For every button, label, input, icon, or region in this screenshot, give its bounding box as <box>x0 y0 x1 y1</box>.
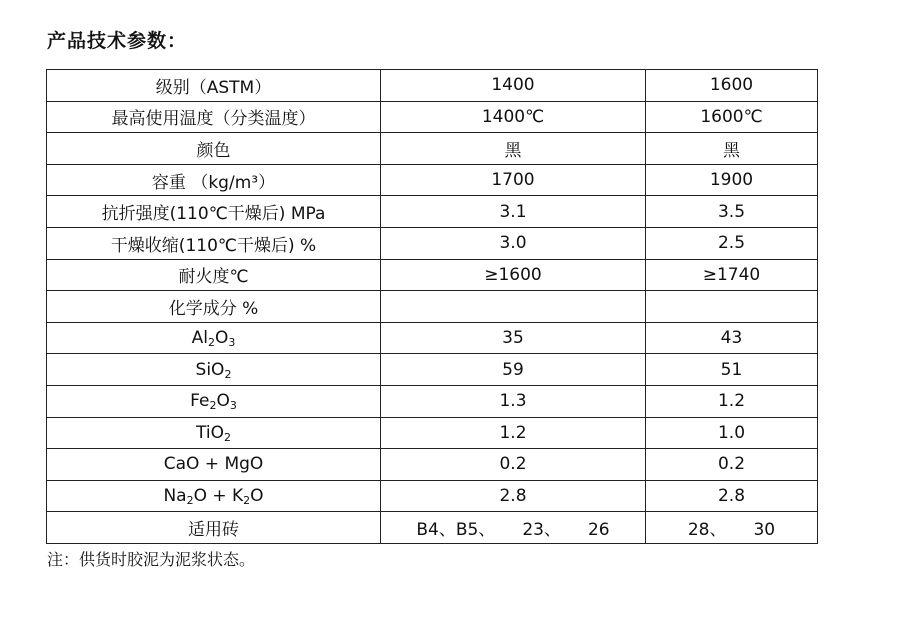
table-row <box>47 385 818 417</box>
row-label: 容重 （kg/m³） <box>47 164 381 196</box>
row-value-1600: 28、 30 <box>646 512 818 544</box>
table-header-row <box>47 70 818 102</box>
formula-subscript: 2 <box>243 494 251 508</box>
chem-label-al2o3 <box>47 322 381 354</box>
spec-table <box>46 69 818 544</box>
table-row <box>47 291 818 323</box>
row-value-1400: 1.3 <box>381 385 646 417</box>
row-value-1600: 1.2 <box>646 385 818 417</box>
table-row <box>47 101 818 133</box>
table-row <box>47 227 818 259</box>
row-value-1400: 黑 <box>381 133 646 165</box>
row-value-1400: 1700 <box>381 164 646 196</box>
formula-subscript: 2 <box>223 430 231 444</box>
row-value-1600: 黑 <box>646 133 818 165</box>
footnote: 注：供货时胶泥为泥浆状态。 <box>47 550 256 569</box>
row-label: 最高使用温度（分类温度） <box>47 101 381 133</box>
row-label: 颜色 <box>47 133 381 165</box>
row-label: 化学成分 % <box>47 291 381 323</box>
table-row <box>47 322 818 354</box>
table-row <box>47 259 818 291</box>
table-row <box>47 512 818 544</box>
row-value-1400: 2.8 <box>381 480 646 512</box>
header-grade-1600: 1600 <box>646 70 818 102</box>
formula-part: SiO <box>195 359 225 380</box>
table-row <box>47 133 818 165</box>
formula-subscript: 2 <box>186 494 194 508</box>
row-value-1400 <box>381 291 646 323</box>
row-value-1600: 1.0 <box>646 417 818 449</box>
row-label: 适用砖 <box>47 512 381 544</box>
formula-subscript: 2 <box>207 336 215 350</box>
table-row <box>47 480 818 512</box>
formula-part: TiO <box>196 422 224 443</box>
chem-label-sio2 <box>47 354 381 386</box>
row-value-1400: 3.1 <box>381 196 646 228</box>
formula-part: O <box>216 391 230 412</box>
row-value-1600: 2.5 <box>646 227 818 259</box>
formula-part: O <box>214 328 229 349</box>
formula-subscript: 2 <box>224 367 232 381</box>
chem-label-tio2 <box>47 417 381 449</box>
row-value-1600: 3.5 <box>646 196 818 228</box>
row-value-1600: 51 <box>646 354 818 386</box>
chem-label-na2o-k2o <box>47 480 381 512</box>
formula-part: Fe <box>190 391 210 412</box>
row-value-1600: 0.2 <box>646 449 818 481</box>
row-value-1400: ≥1600 <box>381 259 646 291</box>
row-value-1400: 3.0 <box>381 227 646 259</box>
row-value-1600: 1900 <box>646 164 818 196</box>
formula-subscript: 2 <box>209 399 217 413</box>
row-value-1600: 43 <box>646 322 818 354</box>
row-value-1600: 1600℃ <box>646 101 818 133</box>
row-value-1400: 0.2 <box>381 449 646 481</box>
row-value-1600 <box>646 291 818 323</box>
row-value-1600: 2.8 <box>646 480 818 512</box>
table-row <box>47 354 818 386</box>
formula-part: O + K <box>193 486 244 507</box>
row-value-1600: ≥1740 <box>646 259 818 291</box>
chem-label-cao-mgo: CaO + MgO <box>47 449 381 481</box>
formula-subscript: 3 <box>229 399 237 413</box>
row-value-1400: 1.2 <box>381 417 646 449</box>
page-title: 产品技术参数： <box>47 30 188 52</box>
header-grade-1400: 1400 <box>381 70 646 102</box>
row-label: 干燥收缩(110℃干燥后) % <box>47 227 381 259</box>
formula-part: O <box>250 486 264 507</box>
formula-subscript: 3 <box>228 336 236 350</box>
table-row <box>47 449 818 481</box>
table-row <box>47 196 818 228</box>
row-value-1400: 35 <box>381 322 646 354</box>
row-value-1400: B4、B5、 23、 26 <box>381 512 646 544</box>
row-label: 耐火度℃ <box>47 259 381 291</box>
formula-part: Na <box>163 486 187 507</box>
row-label: 抗折强度(110℃干燥后) MPa <box>47 196 381 228</box>
table-row <box>47 164 818 196</box>
row-value-1400: 1400℃ <box>381 101 646 133</box>
table-row <box>47 417 818 449</box>
header-label-cell: 级别（ASTM） <box>47 70 381 102</box>
formula-part: Al <box>191 328 208 349</box>
chem-label-fe2o3 <box>47 385 381 417</box>
row-value-1400: 59 <box>381 354 646 386</box>
